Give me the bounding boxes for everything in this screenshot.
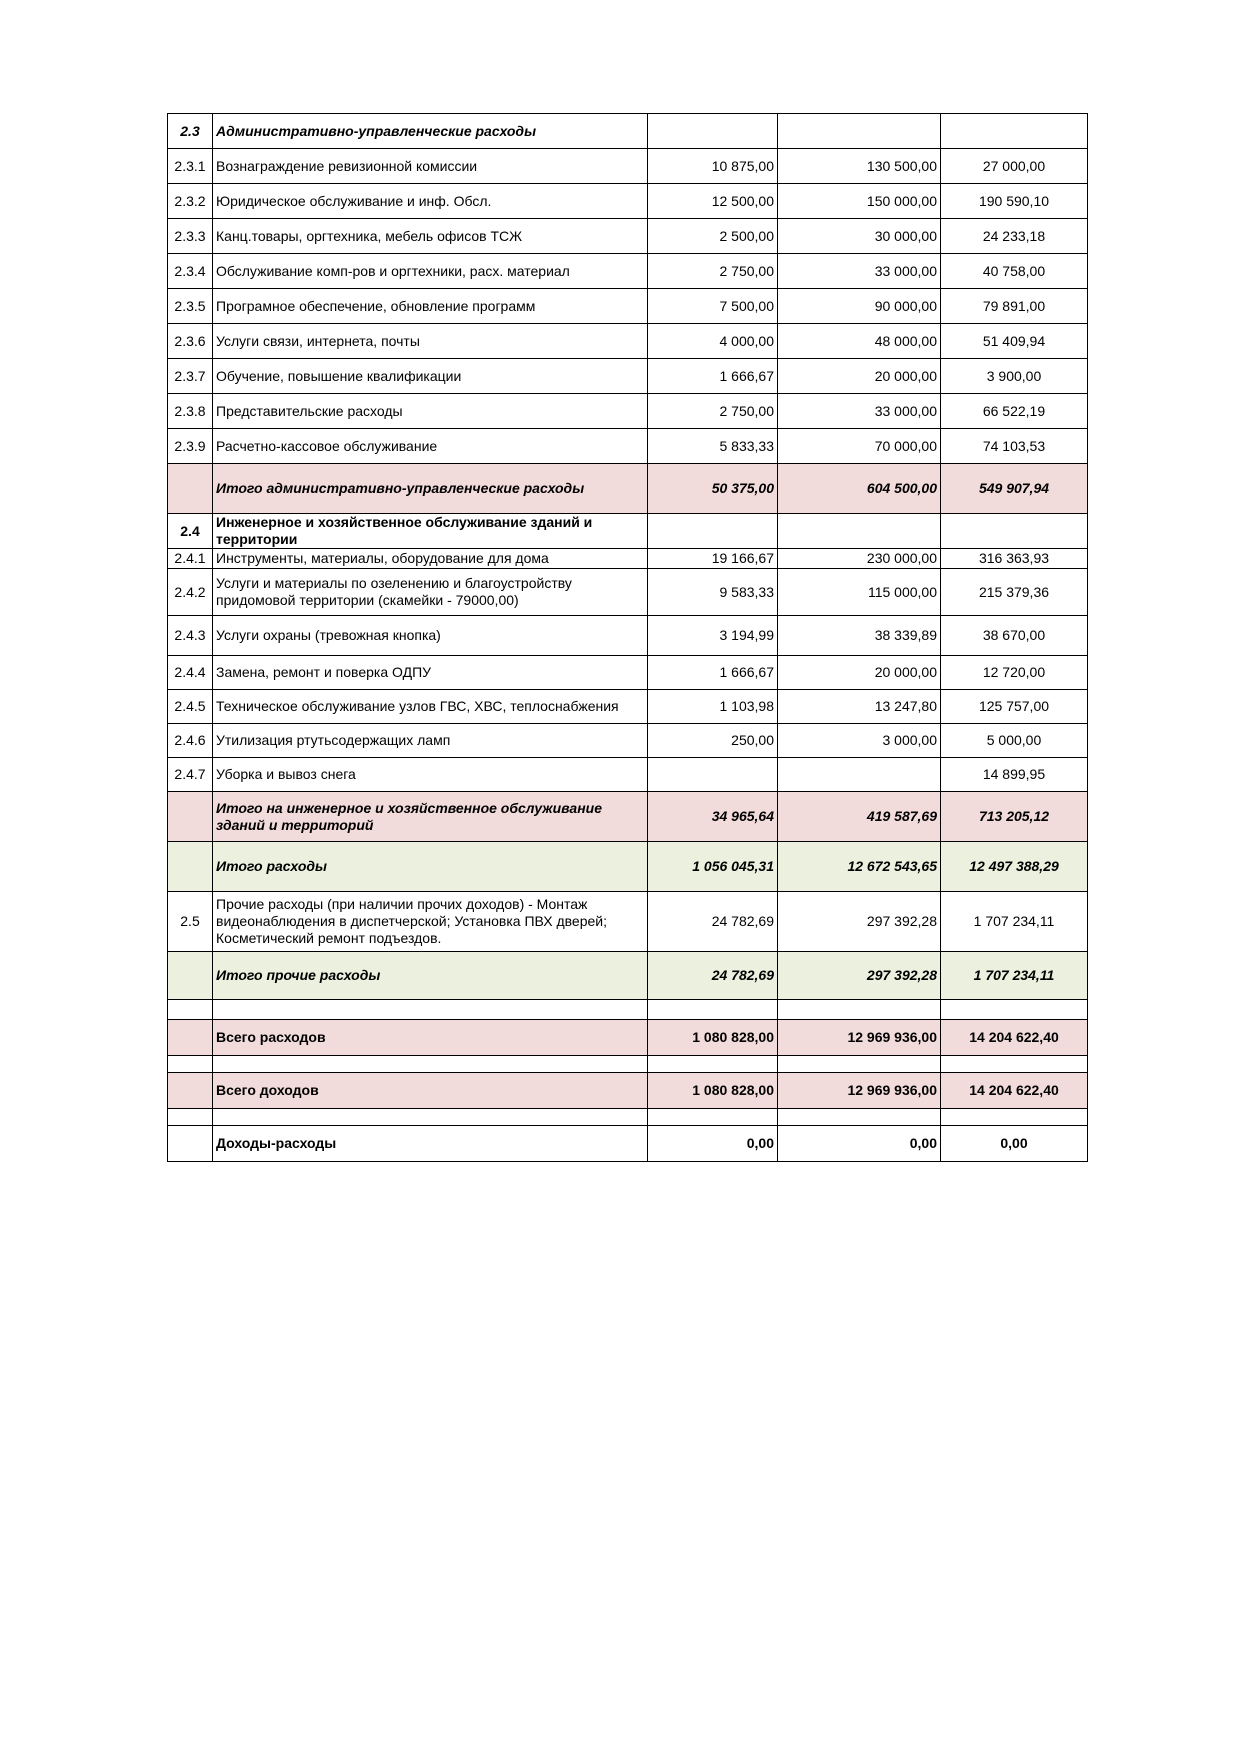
grand-expenses-row	[168, 1020, 1088, 1056]
row-fact: 38 670,00	[941, 616, 1088, 656]
row-code: 2.4.3	[168, 616, 213, 656]
total-expenses-row	[168, 842, 1088, 892]
other-total-fact: 1 707 234,11	[941, 952, 1088, 1000]
row-month: 1 666,67	[648, 656, 778, 690]
row-name: Обучение, повышение квалификации	[213, 359, 648, 394]
row-code: 2.3.7	[168, 359, 213, 394]
row-name: Инструменты, материалы, оборудование для дома	[213, 549, 648, 569]
row-name: Програмное обеспечение, обновление программ	[213, 289, 648, 324]
subtotal-month: 50 375,00	[648, 464, 778, 514]
row-year: 20 000,00	[778, 656, 941, 690]
row-month: 1 103,98	[648, 690, 778, 724]
row-fact: 27 000,00	[941, 149, 1088, 184]
row-code: 2.4.4	[168, 656, 213, 690]
row-name: Вознаграждение ревизионной комиссии	[213, 149, 648, 184]
table-row	[168, 359, 1088, 394]
row-code: 2.4.2	[168, 569, 213, 616]
row-name: Утилизация ртутьсодержащих ламп	[213, 724, 648, 758]
table-row	[168, 758, 1088, 792]
spacer-row	[168, 1000, 1088, 1020]
table-row	[168, 656, 1088, 690]
balance-month: 0,00	[648, 1126, 778, 1162]
row-year: 150 000,00	[778, 184, 941, 219]
spacer-row	[168, 1056, 1088, 1073]
row-month: 2 750,00	[648, 394, 778, 429]
row-year: 90 000,00	[778, 289, 941, 324]
row-year: 297 392,28	[778, 892, 941, 952]
row-code: 2.4.7	[168, 758, 213, 792]
row-month: 3 194,99	[648, 616, 778, 656]
row-fact: 190 590,10	[941, 184, 1088, 219]
table-row	[168, 324, 1088, 359]
subtotal-row	[168, 792, 1088, 842]
row-name: Услуги охраны (тревожная кнопка)	[213, 616, 648, 656]
balance-name: Доходы-расходы	[213, 1126, 648, 1162]
row-year: 115 000,00	[778, 569, 941, 616]
row-fact: 12 720,00	[941, 656, 1088, 690]
table-row	[168, 549, 1088, 569]
section-header-row	[168, 114, 1088, 149]
total-expenses-month: 1 056 045,31	[648, 842, 778, 892]
row-name: Техническое обслуживание узлов ГВС, ХВС, теплоснабжения	[213, 690, 648, 724]
table-row	[168, 569, 1088, 616]
total-expenses-year: 12 672 543,65	[778, 842, 941, 892]
row-code: 2.4.1	[168, 549, 213, 569]
row-year: 20 000,00	[778, 359, 941, 394]
grand-income-name: Всего доходов	[213, 1073, 648, 1109]
table-row	[168, 394, 1088, 429]
balance-fact: 0,00	[941, 1126, 1088, 1162]
table-row	[168, 616, 1088, 656]
row-year: 30 000,00	[778, 219, 941, 254]
row-name: Прочие расходы (при наличии прочих доходов) - Монтаж видеонаблюдения в диспетчерской; Установка ПВХ дверей; Косметический ремонт подъездов.	[213, 892, 648, 952]
section-title: Инженерное и хозяйственное обслуживание зданий и территории	[213, 514, 648, 549]
row-fact: 215 379,36	[941, 569, 1088, 616]
total-expenses-name: Итого расходы	[213, 842, 648, 892]
row-fact: 24 233,18	[941, 219, 1088, 254]
row-code: 2.3.2	[168, 184, 213, 219]
row-month: 24 782,69	[648, 892, 778, 952]
table-row	[168, 429, 1088, 464]
row-name: Уборка и вывоз снега	[213, 758, 648, 792]
row-fact: 40 758,00	[941, 254, 1088, 289]
grand-expenses-month: 1 080 828,00	[648, 1020, 778, 1056]
other-total-row	[168, 952, 1088, 1000]
row-name: Услуги связи, интернета, почты	[213, 324, 648, 359]
budget-table	[167, 113, 1088, 1162]
row-name: Канц.товары, оргтехника, мебель офисов ТСЖ	[213, 219, 648, 254]
balance-year: 0,00	[778, 1126, 941, 1162]
row-code: 2.3.6	[168, 324, 213, 359]
row-code: 2.3.8	[168, 394, 213, 429]
row-month: 10 875,00	[648, 149, 778, 184]
row-code: 2.4.6	[168, 724, 213, 758]
grand-income-fact: 14 204 622,40	[941, 1073, 1088, 1109]
row-year: 33 000,00	[778, 254, 941, 289]
other-total-month: 24 782,69	[648, 952, 778, 1000]
row-fact: 51 409,94	[941, 324, 1088, 359]
row-code: 2.3.5	[168, 289, 213, 324]
subtotal-month: 34 965,64	[648, 792, 778, 842]
other-total-year: 297 392,28	[778, 952, 941, 1000]
table-row	[168, 184, 1088, 219]
row-month: 9 583,33	[648, 569, 778, 616]
subtotal-year: 419 587,69	[778, 792, 941, 842]
table-row	[168, 724, 1088, 758]
row-fact: 5 000,00	[941, 724, 1088, 758]
row-year: 230 000,00	[778, 549, 941, 569]
subtotal-name: Итого административно-управленческие расходы	[213, 464, 648, 514]
total-expenses-fact: 12 497 388,29	[941, 842, 1088, 892]
row-fact: 125 757,00	[941, 690, 1088, 724]
row-year	[778, 758, 941, 792]
row-month	[648, 758, 778, 792]
balance-row	[168, 1126, 1088, 1162]
row-code: 2.3.4	[168, 254, 213, 289]
subtotal-name: Итого на инженерное и хозяйственное обслуживание зданий и территорий	[213, 792, 648, 842]
row-name: Услуги и материалы по озеленению и благоустройству придомовой территории (скамейки - 79000,00)	[213, 569, 648, 616]
row-year: 70 000,00	[778, 429, 941, 464]
row-month: 2 750,00	[648, 254, 778, 289]
row-year: 3 000,00	[778, 724, 941, 758]
row-year: 13 247,80	[778, 690, 941, 724]
row-year: 130 500,00	[778, 149, 941, 184]
row-fact: 1 707 234,11	[941, 892, 1088, 952]
row-fact: 74 103,53	[941, 429, 1088, 464]
row-code: 2.3.3	[168, 219, 213, 254]
row-month: 19 166,67	[648, 549, 778, 569]
spacer-row	[168, 1109, 1088, 1126]
subtotal-row	[168, 464, 1088, 514]
other-expenses-row	[168, 892, 1088, 952]
row-month: 5 833,33	[648, 429, 778, 464]
row-month: 7 500,00	[648, 289, 778, 324]
other-total-name: Итого прочие расходы	[213, 952, 648, 1000]
section-title: Административно-управленческие расходы	[213, 114, 648, 149]
row-fact: 14 899,95	[941, 758, 1088, 792]
table-row	[168, 690, 1088, 724]
row-month: 2 500,00	[648, 219, 778, 254]
grand-income-month: 1 080 828,00	[648, 1073, 778, 1109]
row-fact: 3 900,00	[941, 359, 1088, 394]
row-fact: 66 522,19	[941, 394, 1088, 429]
section-code: 2.3	[168, 114, 213, 149]
section-code: 2.4	[168, 514, 213, 549]
row-month: 12 500,00	[648, 184, 778, 219]
row-fact: 316 363,93	[941, 549, 1088, 569]
row-year: 48 000,00	[778, 324, 941, 359]
row-year: 38 339,89	[778, 616, 941, 656]
grand-expenses-name: Всего расходов	[213, 1020, 648, 1056]
grand-expenses-fact: 14 204 622,40	[941, 1020, 1088, 1056]
table-row	[168, 149, 1088, 184]
table-row	[168, 254, 1088, 289]
row-code: 2.4.5	[168, 690, 213, 724]
row-name: Юридическое обслуживание и инф. Обсл.	[213, 184, 648, 219]
row-code: 2.5	[168, 892, 213, 952]
subtotal-year: 604 500,00	[778, 464, 941, 514]
row-code: 2.3.9	[168, 429, 213, 464]
section-header-row	[168, 514, 1088, 549]
subtotal-fact: 549 907,94	[941, 464, 1088, 514]
row-name: Представительские расходы	[213, 394, 648, 429]
grand-expenses-year: 12 969 936,00	[778, 1020, 941, 1056]
row-month: 4 000,00	[648, 324, 778, 359]
row-code: 2.3.1	[168, 149, 213, 184]
row-name: Расчетно-кассовое обслуживание	[213, 429, 648, 464]
row-month: 250,00	[648, 724, 778, 758]
table-row	[168, 289, 1088, 324]
row-year: 33 000,00	[778, 394, 941, 429]
table-row	[168, 219, 1088, 254]
grand-income-year: 12 969 936,00	[778, 1073, 941, 1109]
subtotal-fact: 713 205,12	[941, 792, 1088, 842]
row-name: Обслуживание комп-ров и оргтехники, расх. материал	[213, 254, 648, 289]
grand-income-row	[168, 1073, 1088, 1109]
row-fact: 79 891,00	[941, 289, 1088, 324]
row-month: 1 666,67	[648, 359, 778, 394]
row-name: Замена, ремонт и поверка ОДПУ	[213, 656, 648, 690]
